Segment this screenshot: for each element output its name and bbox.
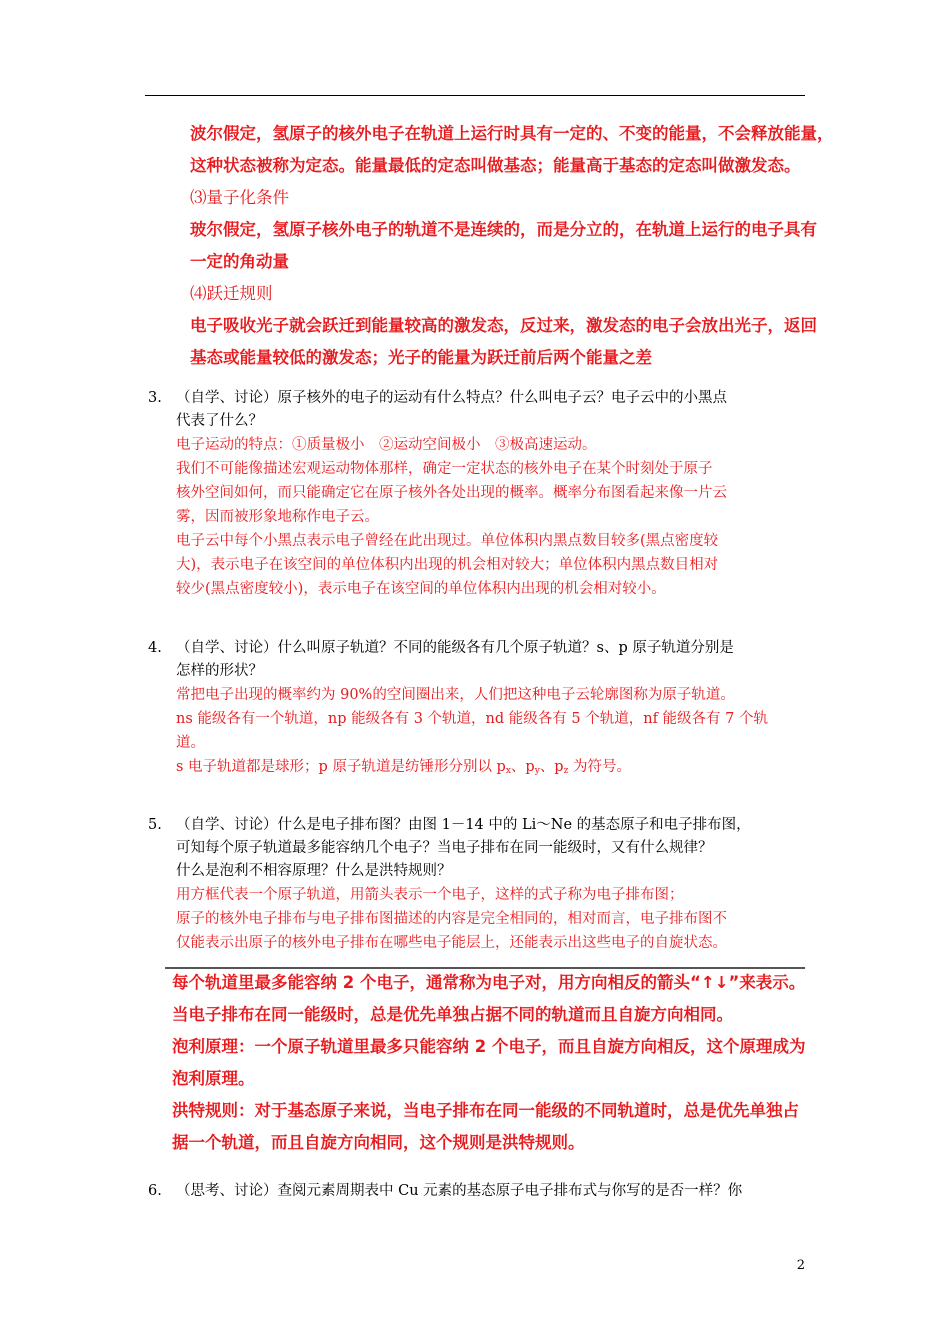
- pauli-hund-block: [172, 967, 812, 1159]
- answer-text: 、p: [510, 759, 535, 775]
- bohr-model-block: [190, 118, 834, 374]
- question-text: 什么是泡利不相容原理？什么是洪特规则？: [176, 863, 452, 879]
- subscript: z: [563, 766, 569, 776]
- answer-text: s 电子轨道都是球形；p 原子轨道是纺锤形分别以 p: [176, 759, 506, 775]
- answer-line: 我们不可能像描述宏观运动物体那样，确定一定状态的核外电子在某个时刻处于原子: [176, 461, 713, 477]
- answer: [176, 883, 808, 955]
- question-4: [148, 637, 808, 783]
- text-line: 洪特规则：对于基态原子来说，当电子排布在同一能级的不同轨道时，总是优先单独占: [172, 1101, 799, 1120]
- answer-line: [176, 755, 808, 783]
- answer-line: 大)，表示电子在该空间的单位体积内出现的机会相对较大；单位体积内黑点数目相对: [176, 557, 719, 573]
- text-line: 据一个轨道，而且自旋方向相同，这个规则是洪特规则。: [172, 1133, 585, 1152]
- text-line: 电子吸收光子就会跃迁到能量较高的激发态，反过来，激发态的电子会放出光子，返回: [190, 316, 817, 335]
- answer-line: 电子云中每个小黑点表示电子曾经在此出现过。单位体积内黑点数目较多(黑点密度较: [176, 533, 719, 549]
- subscript: x: [505, 766, 511, 776]
- question-number: 4.: [148, 640, 162, 656]
- answer-line: 原子的核外电子排布与电子排布图描述的内容是完全相同的，相对而言，电子排布图不: [176, 911, 727, 927]
- header-rule: [145, 95, 805, 96]
- subscript: y: [534, 766, 540, 776]
- answer: [176, 683, 808, 783]
- answer-line: 电子运动的特点：①质量极小 ②运动空间极小 ③极高速运动。: [176, 437, 597, 453]
- text-line: 每个轨道里最多能容纳 2 个电子，通常称为电子对，用方向相反的箭头“↑↓”来表示。: [172, 973, 806, 992]
- text-line: 玻尔假定，氢原子核外电子的轨道不是连续的，而是分立的，在轨道上运行的电子具有: [190, 220, 817, 239]
- answer-line: 核外空间如何，而只能确定它在原子核外各处出现的概率。概率分布图看起来像一片云: [176, 485, 727, 501]
- question-3: [148, 387, 808, 601]
- answer-line: 常把电子出现的概率约为 90%的空间圈出来，人们把这种电子云轮廓图称为原子轨道。: [176, 687, 735, 703]
- question-number: 5.: [148, 817, 162, 833]
- text-line: ⑶量子化条件: [190, 188, 289, 207]
- text-line: 当电子排布在同一能级时，总是优先单独占据不同的轨道而且自旋方向相同。: [172, 1005, 733, 1024]
- text-line: 一定的角动量: [190, 252, 289, 271]
- question-5: [148, 814, 808, 955]
- answer-line: 较少(黑点密度较小)，表示电子在该空间的单位体积内出现的机会相对较小。: [176, 581, 666, 597]
- text-line: ⑷跃迁规则: [190, 284, 273, 303]
- answer: [176, 433, 808, 601]
- question-text: 怎样的形状？: [176, 663, 263, 679]
- answer-line: 道。: [176, 735, 205, 751]
- question-text: （思考、讨论）查阅元素周期表中 Cu 元素的基态原子电子排布式与你写的是否一样？你: [176, 1183, 743, 1199]
- page-number: 2: [796, 1258, 805, 1273]
- question-text: （自学、讨论）什么叫原子轨道？不同的能级各有几个原子轨道？s、p 原子轨道分别是: [176, 640, 734, 656]
- question-6: [148, 1180, 808, 1203]
- text-line: 泡利原理：一个原子轨道里最多只能容纳 2 个电子，而且自旋方向相反，这个原理成为: [172, 1037, 806, 1056]
- answer-line: ns 能级各有一个轨道，np 能级各有 3 个轨道，nd 能级各有 5 个轨道，nf 能级各有 7 个轨: [176, 711, 768, 727]
- question-text: 可知每个原子轨道最多能容纳几个电子？当电子排布在同一能级时，又有什么规律？: [176, 840, 713, 856]
- answer-text: 、p: [539, 759, 564, 775]
- answer-line: 用方框代表一个原子轨道，用箭头表示一个电子，这样的式子称为电子排布图；: [176, 887, 684, 903]
- text-line: 泡利原理。: [172, 1069, 255, 1088]
- question-text: （自学、讨论）原子核外的电子的运动有什么特点？什么叫电子云？电子云中的小黑点: [176, 390, 727, 406]
- question-number: 6.: [148, 1183, 162, 1199]
- answer-line: 雾，因而被形象地称作电子云。: [176, 509, 379, 525]
- question-text: （自学、讨论）什么是电子排布图？由图 1－14 中的 Li～Ne 的基态原子和电子排布图，: [176, 817, 751, 833]
- text-line: 这种状态被称为定态。能量最低的定态叫做基态；能量高于基态的定态叫做激发态。: [190, 156, 801, 175]
- question-text: 代表了什么？: [176, 413, 263, 429]
- answer-line: 仅能表示出原子的核外电子排布在哪些电子能层上，还能表示出这些电子的自旋状态。: [176, 935, 727, 951]
- text-line: 波尔假定，氢原子的核外电子在轨道上运行时具有一定的、不变的能量，不会释放能量，: [190, 124, 834, 143]
- question-number: 3.: [148, 390, 162, 406]
- answer-text: 为符号。: [568, 759, 631, 775]
- text-line: 基态或能量较低的激发态；光子的能量为跃迁前后两个能量之差: [190, 348, 652, 367]
